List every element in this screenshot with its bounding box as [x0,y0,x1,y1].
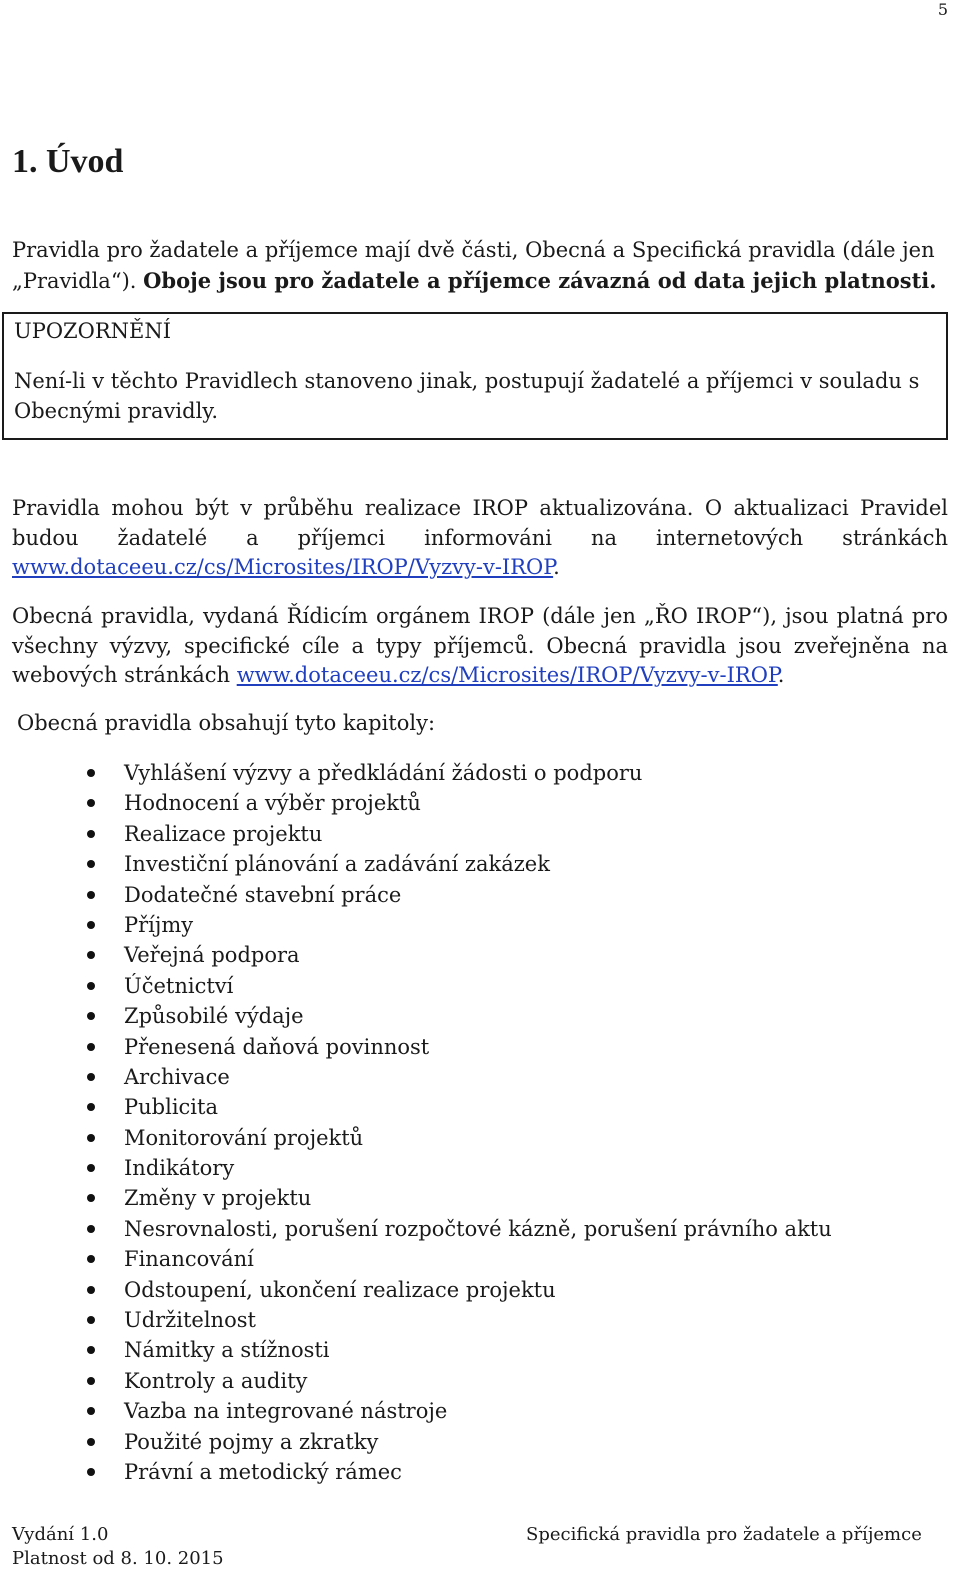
list-item [0,1214,832,1244]
chapter-label: Financování [124,1247,254,1272]
notice-text: Není-li v těchto Pravidlech stanoveno jinak, postupují žadatelé a příjemci v souladu s Obecnými pravidly. [14,369,920,423]
chapter-label: Způsobilé výdaje [124,1004,304,1029]
update-paragraph [12,494,948,583]
bullet-icon [87,1346,95,1354]
list-item [0,1092,832,1122]
list-item [0,1123,832,1153]
list-item [0,1335,832,1365]
bullet-icon [87,1012,95,1020]
chapter-label: Dodatečné stavební práce [124,882,402,907]
bullet-icon [87,1043,95,1051]
bullet-icon [87,1255,95,1263]
footer-document-title: Specifická pravidla pro žadatele a příjemce [526,1524,922,1545]
chapter-label: Právní a metodický rámec [124,1459,402,1484]
bullet-icon [87,1407,95,1415]
list-item [0,1153,832,1183]
chapter-label: Účetnictví [124,973,234,998]
general-rules-link[interactable]: www.dotaceeu.cz/cs/Microsites/IROP/Vyzvy-v-IROP [236,663,778,687]
notice-box [2,312,948,440]
intro-paragraph [12,236,948,296]
list-item [0,849,832,879]
list-item [0,1427,832,1457]
chapters-intro: Obecná pravidla obsahují tyto kapitoly: [17,711,436,735]
bullet-icon [87,860,95,868]
chapter-label: Odstoupení, ukončení realizace projektu [124,1277,556,1302]
list-item [0,819,832,849]
notice-title: UPOZORNĚNÍ [14,319,172,343]
chapter-label: Publicita [124,1095,218,1120]
bullet-icon [87,799,95,807]
chapter-label: Veřejná podpora [124,943,300,968]
footer-version: Vydání 1.0 [12,1524,109,1545]
chapter-label: Změny v projektu [124,1186,312,1211]
bullet-icon [87,1194,95,1202]
intro-bold-text: Oboje jsou pro žadatele a příjemce závazná od data jejich platnosti. [143,267,937,293]
bullet-icon [87,1225,95,1233]
update-end: . [553,555,560,579]
bullet-icon [87,830,95,838]
chapter-label: Přenesená daňová povinnost [124,1034,430,1059]
bullet-icon [87,1377,95,1385]
bullet-icon [87,769,95,777]
footer-validity: Platnost od 8. 10. 2015 [12,1548,224,1569]
chapter-label: Udržitelnost [124,1308,256,1333]
list-item [0,1305,832,1335]
chapter-label: Archivace [124,1064,230,1089]
bullet-icon [87,1103,95,1111]
bullet-icon [87,1073,95,1081]
chapter-list [0,758,832,1487]
list-item [0,940,832,970]
list-item [0,1062,832,1092]
list-item [0,1001,832,1031]
bullet-icon [87,1438,95,1446]
chapter-label: Námitky a stížnosti [124,1338,330,1363]
list-item [0,1275,832,1305]
chapter-label: Realizace projektu [124,821,323,846]
list-item [0,1457,832,1487]
list-item [0,971,832,1001]
list-item [0,1366,832,1396]
chapter-label: Nesrovnalosti, porušení rozpočtové kázně, porušení právního aktu [124,1216,832,1241]
general-rules-text: Obecná pravidla, vydaná Řídicím orgánem IROP (dále jen „ŘO IROP“), jsou platná pro všechny výzvy, specifické cíle a typy příjemců. Obecná pravidla jsou zveřejněna na webových stránkách [12,604,948,687]
bullet-icon [87,1134,95,1142]
list-item [0,1183,832,1213]
bullet-icon [87,891,95,899]
bullet-icon [87,1468,95,1476]
chapter-label: Vyhlášení výzvy a předkládání žádosti o podporu [124,761,643,785]
intro-text: Pravidla pro žadatele a příjemce mají dvě části, Obecná a Specifická pravidla (dále jen „Pravidla“). [12,238,935,293]
section-heading: 1. Úvod [12,143,124,180]
update-text: Pravidla mohou být v průběhu realizace IROP aktualizována. O aktualizaci Pravidel budou žadatelé a příjemci informováni na internetových stránkách [12,496,948,550]
chapter-label: Indikátory [124,1156,235,1181]
list-item [0,880,832,910]
chapter-label: Hodnocení a výběr projektů [124,791,421,816]
page-number: 5 [937,0,948,19]
list-item [0,910,832,940]
irop-calls-link[interactable]: www.dotaceeu.cz/cs/Microsites/IROP/Vyzvy-v-IROP [12,555,554,579]
bullet-icon [87,1164,95,1172]
list-item [0,1032,832,1062]
bullet-icon [87,1286,95,1294]
chapter-label: Kontroly a audity [124,1368,308,1393]
bullet-icon [87,951,95,959]
list-item [0,1244,832,1274]
chapter-label: Vazba na integrované nástroje [124,1399,448,1424]
bullet-icon [87,982,95,990]
chapter-label: Investiční plánování a zadávání zakázek [124,852,550,877]
chapter-label: Monitorování projektů [124,1125,364,1150]
chapter-label: Použité pojmy a zkratky [124,1429,379,1454]
list-item [0,1396,832,1426]
list-item [0,758,832,788]
general-rules-end: . [777,663,785,687]
bullet-icon [87,921,95,929]
general-rules-paragraph [12,602,948,691]
chapter-label: Příjmy [124,912,194,937]
list-item [0,788,832,818]
bullet-icon [87,1316,95,1324]
